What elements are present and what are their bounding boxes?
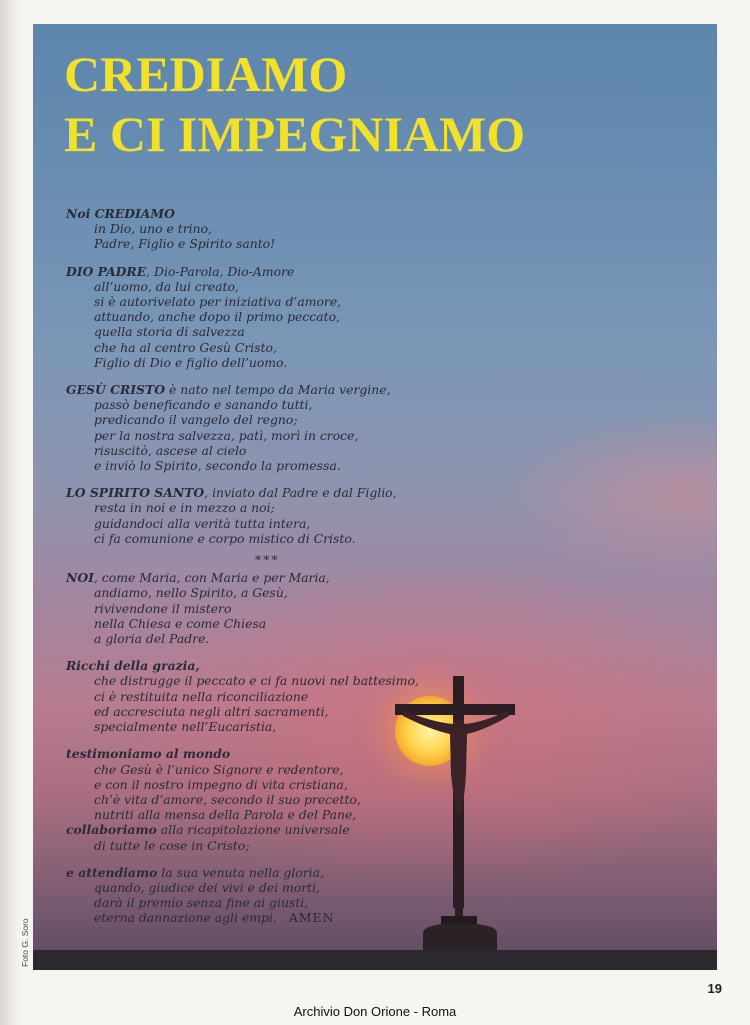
stanza-line: darà il premio senza fine ai giusti, <box>94 895 309 911</box>
stanza-line: attuando, anche dopo il primo peccato, <box>94 309 340 325</box>
creed-text <box>66 206 486 938</box>
page-title <box>64 44 525 164</box>
page-number: 19 <box>707 981 722 996</box>
stanza-line: che Gesù è l’unico Signore e redentore, <box>94 761 344 777</box>
stanza-lead-rest: , inviato dal Padre e dal Figlio, <box>204 485 397 501</box>
stanza-line: rivivendone il mistero <box>94 600 232 616</box>
stanza-gesu-cristo <box>66 382 486 473</box>
stanza-noi-crediamo <box>66 206 486 252</box>
stanza-line: Figlio di Dio e figlio dell’uomo. <box>94 354 288 370</box>
stanza-lead-rest: , Dio-Parola, Dio-Amore <box>146 263 295 279</box>
stanza-line: quella storia di salvezza <box>94 324 245 340</box>
stanza-line: ed accresciuta negli altri sacramenti, <box>94 703 329 719</box>
stanza-attendiamo <box>66 865 486 926</box>
stanza-line: passò beneficando e sanando tutti, <box>94 397 313 413</box>
sunset-crucifix-photo <box>33 24 717 970</box>
stanza-line: Padre, Figlio e Spirito santo! <box>94 236 276 252</box>
stanza-line: nella Chiesa e come Chiesa <box>94 615 267 631</box>
photo-credit: Foto G. Soro <box>20 918 30 967</box>
ground-strip <box>33 950 717 970</box>
stanza-line: predicando il vangelo del regno; <box>94 412 298 428</box>
stanza-line: in Dio, uno e trino, <box>94 221 212 237</box>
stanza-line: si è autorivelato per iniziativa d’amore, <box>94 294 342 310</box>
stanza-line: ci fa comunione e corpo mistico di Cristo. <box>94 530 356 546</box>
stanza-line: nutriti alla mensa della Parola e del Pane, <box>94 807 357 823</box>
stanza-line: ch’è vita d’amore, secondo il suo precetto, <box>94 791 361 807</box>
amen-closing: AMEN <box>288 910 335 926</box>
stanza-spirito-santo <box>66 485 486 546</box>
stanza-ricchi-della-grazia <box>66 658 486 734</box>
stanza-line: guidandoci alla verità tutta intera, <box>94 515 311 531</box>
stanza-line: quando, giudice dei vivi e dei morti, <box>94 879 321 895</box>
stanza-line: e con il nostro impegno di vita cristiana, <box>94 776 348 792</box>
stanza-line: ci è restituita nella riconciliazione <box>94 688 309 704</box>
stanza-lead: testimoniamo al mondo <box>66 746 231 762</box>
stanza-line: andiamo, nello Spirito, a Gesù, <box>94 585 288 601</box>
stanza-line: che ha al centro Gesù Cristo, <box>94 339 277 355</box>
stanza-lead-rest: la sua venuta nella gloria, <box>157 864 324 880</box>
stanza-noi <box>66 570 486 646</box>
stanza-line: all’uomo, da lui creato, <box>94 278 239 294</box>
stanza-lead: NOI <box>66 570 94 586</box>
archive-footer: Archivio Don Orione - Roma <box>293 1004 457 1019</box>
stanza-lead-rest: è nato nel tempo da Maria vergine, <box>165 382 391 398</box>
stanza-line: risuscitò, ascese al cielo <box>94 442 247 458</box>
stanza-dio-padre <box>66 264 486 370</box>
stanza-line: resta in noi e in mezzo a noi; <box>94 500 275 516</box>
section-separator: *** <box>255 552 280 568</box>
stanza-lead-2-rest: alla ricapitolazione universale <box>156 822 350 838</box>
stanza-lead: e attendiamo <box>66 864 158 880</box>
stanza-lead: LO SPIRITO SANTO <box>66 485 205 501</box>
stanza-line: a gloria del Padre. <box>94 631 210 647</box>
stanza-lead-rest: , come Maria, con Maria e per Maria, <box>93 570 330 586</box>
title-line-1: CREDIAMO <box>64 46 348 102</box>
stanza-lead: DIO PADRE <box>66 263 147 279</box>
stanza-line: per la nostra salvezza, patì, morì in croce, <box>94 427 359 443</box>
stanza-lead-2: collaboriamo <box>66 822 157 838</box>
stanza-lead: Noi CREDIAMO <box>66 206 175 221</box>
stanza-line: specialmente nell’Eucaristia, <box>94 719 277 735</box>
page-gutter-shadow <box>0 0 22 1025</box>
title-line-2: E CI IMPEGNIAMO <box>64 106 526 162</box>
stanza-lead: GESÙ CRISTO <box>66 382 166 398</box>
stanza-line: che distrugge il peccato e ci fa nuovi nel battesimo, <box>94 673 419 689</box>
stanza-lead: Ricchi della grazia, <box>66 658 200 674</box>
stanza-testimoniamo <box>66 746 486 852</box>
stanza-line: e inviò lo Spirito, secondo la promessa. <box>94 458 341 474</box>
stanza-line: di tutte le cose in Cristo; <box>94 837 250 853</box>
stanza-line: eterna dannazione agli empi. <box>94 910 277 926</box>
